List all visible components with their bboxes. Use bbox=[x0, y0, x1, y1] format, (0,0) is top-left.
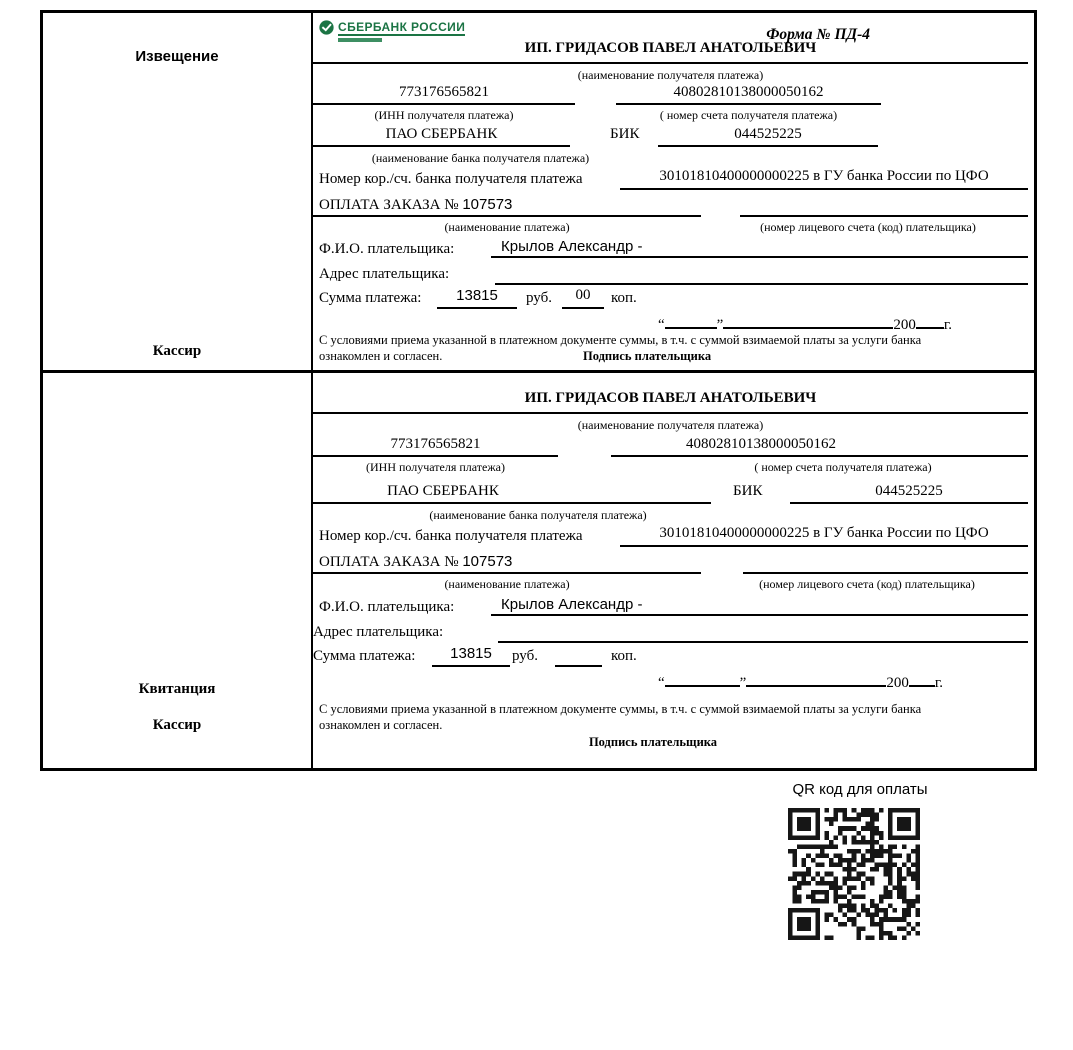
payment-name-row bbox=[319, 196, 512, 214]
amount-label: Сумма платежа: bbox=[319, 290, 422, 306]
amount-value: 13815 bbox=[437, 287, 517, 309]
date-year-suffix: г. bbox=[934, 675, 944, 691]
section2-side-title: Квитанция bbox=[138, 681, 216, 697]
bank-name: ПАО СБЕРБАНК bbox=[387, 483, 499, 499]
date-year-suffix: г. bbox=[943, 317, 953, 333]
qr-code-image bbox=[788, 808, 920, 940]
payer-name-value: Крылов Александр - bbox=[491, 238, 1028, 258]
account-caption: ( номер счета получателя платежа) bbox=[754, 460, 932, 474]
payer-address-label: Адрес плательщика: bbox=[319, 266, 450, 282]
personal-account-line bbox=[743, 572, 1028, 574]
account-caption: ( номер счета получателя платежа) bbox=[659, 108, 838, 122]
payment-name-caption: (наименование платежа) bbox=[444, 577, 570, 591]
kopecks-value: 00 bbox=[562, 287, 604, 309]
recipient-name: ИП. ГРИДАСОВ ПАВЕЛ АНАТОЛЬЕВИЧ bbox=[524, 390, 817, 406]
bik-label: БИК bbox=[610, 126, 640, 142]
bik-line bbox=[790, 502, 1028, 504]
date-day-line bbox=[665, 669, 740, 687]
date-year-line bbox=[916, 311, 944, 329]
recipient-name: ИП. ГРИДАСОВ ПАВЕЛ АНАТОЛЬЕВИЧ bbox=[524, 40, 817, 56]
terms-line1: С условиями приема указанной в платежном документе суммы, в т.ч. с суммой взимаемой платы за услуги банка bbox=[319, 333, 922, 347]
payment-form-pd4 bbox=[40, 10, 1037, 771]
kop-label: коп. bbox=[611, 648, 637, 664]
recipient-name-line bbox=[313, 62, 1028, 64]
payment-name-value: 107573 bbox=[462, 196, 513, 213]
date-year-prefix: 200 bbox=[893, 317, 916, 333]
date-quote-open: “ bbox=[658, 317, 665, 333]
bik-value: 044525225 bbox=[875, 483, 943, 499]
account-line bbox=[616, 103, 881, 105]
sberbank-emblem-icon bbox=[319, 20, 334, 35]
date-row bbox=[658, 311, 952, 334]
bik-label: БИК bbox=[733, 483, 763, 499]
date-quote-open: “ bbox=[658, 675, 665, 691]
bank-name-line bbox=[313, 145, 570, 147]
corr-account-value: 30101810400000000225 в ГУ банка России по ЦФО bbox=[620, 168, 1028, 190]
terms-line1: С условиями приема указанной в платежном документе суммы, в т.ч. с суммой взимаемой платы за услуги банка bbox=[319, 702, 922, 716]
inn-value: 773176565821 bbox=[399, 84, 489, 100]
signature-label: Подпись плательщика bbox=[588, 735, 718, 749]
date-quote-close: ” bbox=[716, 317, 724, 333]
form-number-label: Форма № ПД-4 bbox=[766, 26, 870, 43]
payment-name-line bbox=[313, 572, 701, 574]
inn-caption: (ИНН получателя платежа) bbox=[374, 108, 514, 122]
amount-value: 13815 bbox=[432, 645, 510, 667]
corr-account-value: 30101810400000000225 в ГУ банка России по ЦФО bbox=[620, 525, 1028, 547]
bank-caption: (наименование банка получателя платежа) bbox=[429, 508, 647, 522]
section2-cashier-label: Кассир bbox=[152, 717, 202, 733]
date-month-line bbox=[746, 669, 886, 687]
terms-line2: ознакомлен и согласен. bbox=[319, 718, 443, 732]
payer-name-label: Ф.И.О. плательщика: bbox=[319, 599, 455, 615]
inn-value: 773176565821 bbox=[390, 436, 481, 452]
payment-name-label: ОПЛАТА ЗАКАЗА № bbox=[319, 197, 459, 213]
personal-account-caption: (номер лицевого счета (код) плательщика) bbox=[759, 577, 975, 591]
payer-address-value bbox=[498, 621, 1028, 643]
inn-line bbox=[313, 455, 558, 457]
kopecks-value bbox=[555, 645, 602, 667]
payment-name-caption: (наименование платежа) bbox=[444, 220, 570, 234]
personal-account-line bbox=[740, 215, 1028, 217]
recipient-name-line bbox=[313, 412, 1028, 414]
payer-name-label: Ф.И.О. плательщика: bbox=[319, 241, 455, 257]
payment-name-label: ОПЛАТА ЗАКАЗА № bbox=[319, 554, 459, 570]
sberbank-logo bbox=[319, 20, 465, 42]
personal-account-caption: (номер лицевого счета (код) плательщика) bbox=[760, 220, 976, 234]
section-izveshchenie bbox=[313, 13, 1028, 370]
date-row bbox=[658, 669, 943, 692]
bik-value: 044525225 bbox=[734, 126, 802, 142]
section1-cashier-label: Кассир bbox=[152, 343, 202, 359]
payment-name-row bbox=[319, 553, 512, 571]
payer-address-label: Адрес плательщика: bbox=[313, 624, 444, 640]
section-kvitantsiya bbox=[313, 373, 1028, 762]
payment-name-line bbox=[313, 215, 701, 217]
inn-caption: (ИНН получателя платежа) bbox=[366, 460, 505, 474]
date-day-line bbox=[665, 311, 717, 329]
payer-name-value: Крылов Александр - bbox=[491, 596, 1028, 616]
date-year-line bbox=[909, 669, 935, 687]
payer-address-value bbox=[495, 263, 1028, 285]
date-year-prefix: 200 bbox=[886, 675, 909, 691]
sberbank-logo-text: СБЕРБАНК РОССИИ bbox=[338, 20, 466, 34]
bank-name: ПАО СБЕРБАНК bbox=[385, 126, 498, 142]
corr-account-label: Номер кор./сч. банка получателя платежа bbox=[319, 528, 583, 544]
recipient-name-caption: (наименование получателя платежа) bbox=[577, 68, 764, 82]
date-quote-close: ” bbox=[739, 675, 747, 691]
bank-caption: (наименование банка получателя платежа) bbox=[371, 151, 590, 165]
qr-label: QR код для оплаты bbox=[792, 781, 928, 798]
amount-label: Сумма платежа: bbox=[313, 648, 416, 664]
account-line bbox=[611, 455, 1028, 457]
terms-line2: ознакомлен и согласен. bbox=[319, 349, 443, 363]
bik-line bbox=[658, 145, 878, 147]
payment-name-value: 107573 bbox=[462, 553, 513, 570]
bank-name-line bbox=[313, 502, 711, 504]
rub-label: руб. bbox=[526, 290, 552, 306]
recipient-name-caption: (наименование получателя платежа) bbox=[577, 418, 764, 432]
account-value: 40802810138000050162 bbox=[673, 84, 824, 100]
kop-label: коп. bbox=[611, 290, 637, 306]
inn-line bbox=[313, 103, 575, 105]
section1-side-title: Извещение bbox=[135, 48, 219, 65]
date-month-line bbox=[723, 311, 893, 329]
signature-label: Подпись плательщика bbox=[583, 349, 712, 363]
corr-account-label: Номер кор./сч. банка получателя платежа bbox=[319, 171, 583, 187]
rub-label: руб. bbox=[512, 648, 538, 664]
account-value: 40802810138000050162 bbox=[686, 436, 836, 452]
